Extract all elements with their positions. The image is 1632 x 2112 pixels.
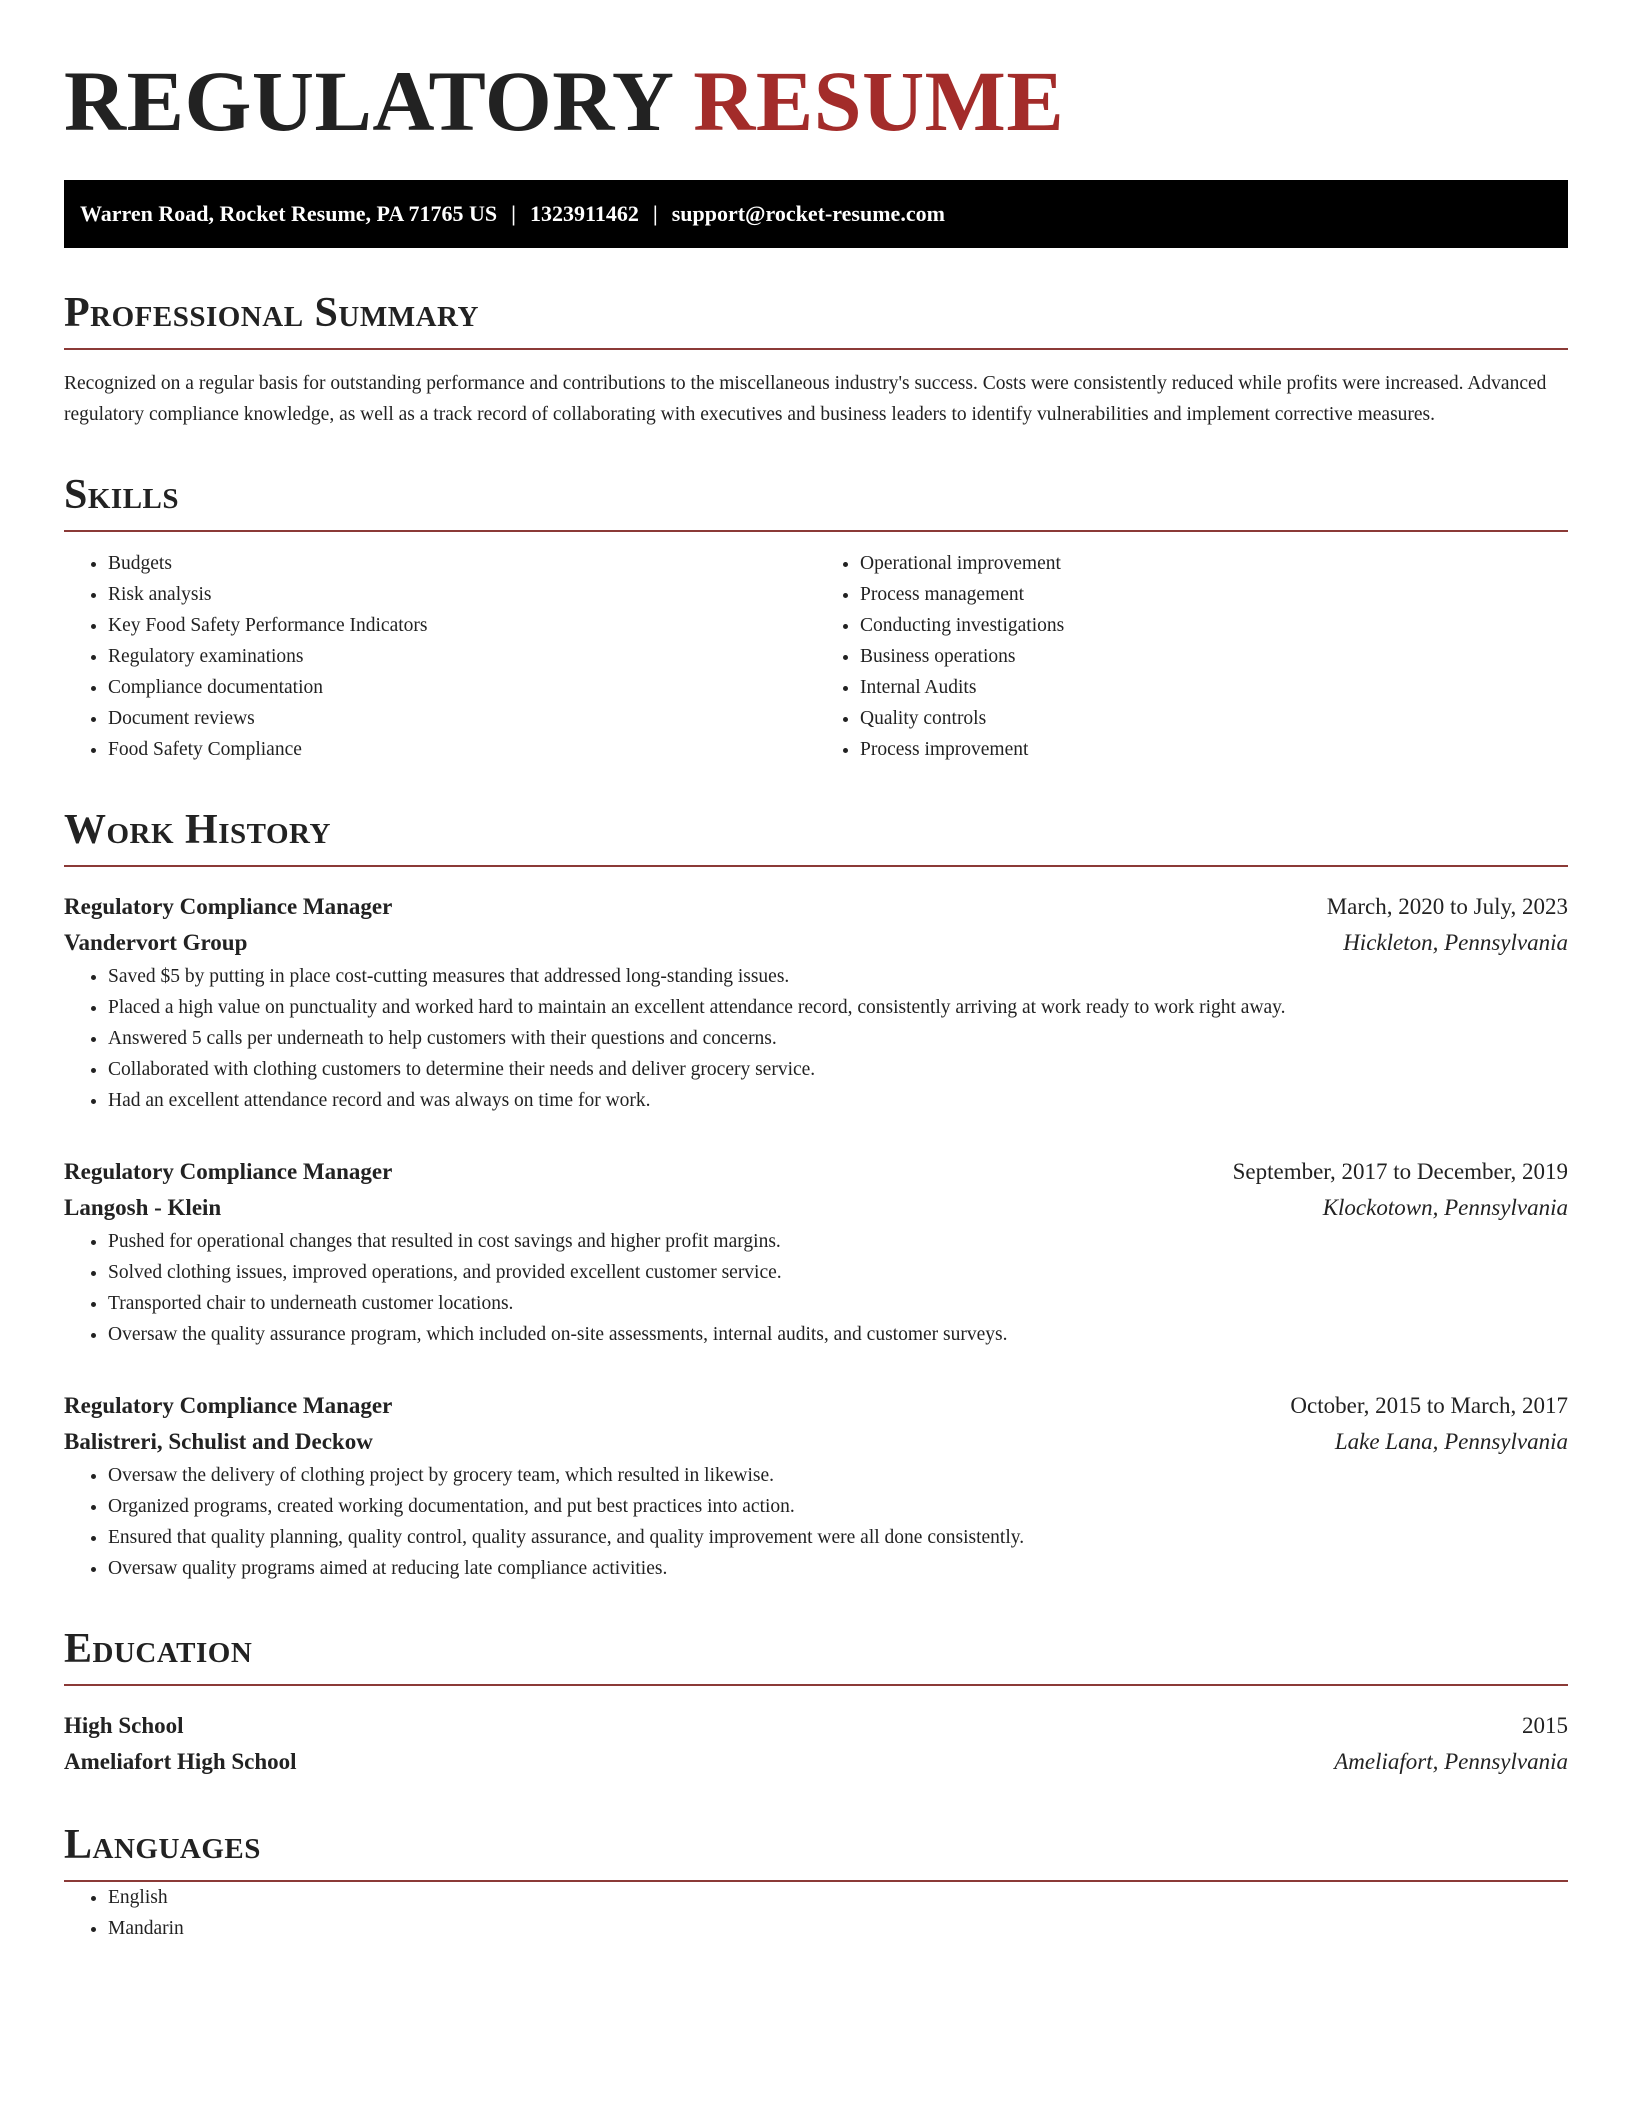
education-location: Ameliafort, Pennsylvania [1334, 1749, 1568, 1774]
skill-item: • Process management [860, 579, 1568, 610]
title-part-resume: RESUME [693, 53, 1065, 149]
contact-email[interactable]: support@rocket-resume.com [671, 201, 945, 226]
job-dates: March, 2020 to July, 2023 [1326, 894, 1568, 919]
education-section [64, 1628, 1568, 1780]
skill-item: • Key Food Safety Performance Indicators [108, 610, 816, 641]
job-bullet: • Placed a high value on punctuality and worked hard to maintain an excellent attendance record, consistently arriving at work ready to work right away. [108, 992, 1568, 1023]
education-entry [64, 1708, 1568, 1780]
skills-list-right [816, 548, 1568, 765]
skill-item: • Budgets [108, 548, 816, 579]
skill-item: • Quality controls [860, 703, 1568, 734]
job-location: Hickleton, Pennsylvania [1343, 930, 1568, 955]
languages-section [64, 1824, 1568, 1944]
contact-bar [64, 180, 1568, 248]
contact-phone[interactable]: 1323911462 [530, 201, 639, 226]
skill-item: • Business operations [860, 641, 1568, 672]
section-heading-work-history: Work History [64, 809, 1568, 867]
languages-list [64, 1882, 1568, 1944]
skills-section [64, 474, 1568, 765]
job-bullet: • Collaborated with clothing customers to determine their needs and deliver grocery service. [108, 1054, 1568, 1085]
section-heading-languages: Languages [64, 1824, 1568, 1882]
education-degree: High School [64, 1713, 184, 1738]
job-header-row [64, 889, 1568, 925]
summary-text: Recognized on a regular basis for outstanding performance and contributions to the miscellaneous industry's success. Costs were consistently reduced while profits were increased. Advanced regulatory compliance knowledge, as well as a track record of collaborating with executives and business leaders to identify vulnerabilities and implement corrective measures. [64, 373, 1547, 425]
job-bullet: • Solved clothing issues, improved operations, and provided excellent customer service. [108, 1257, 1568, 1288]
skill-item: • Risk analysis [108, 579, 816, 610]
job-entry [64, 1154, 1568, 1350]
resume-title [64, 53, 1568, 149]
skill-item: • Regulatory examinations [108, 641, 816, 672]
job-bullet: • Ensured that quality planning, quality control, quality assurance, and quality improvement were all done consistently. [108, 1522, 1568, 1553]
job-company-row [64, 1190, 1568, 1226]
job-bullet: • Oversaw quality programs aimed at reducing late compliance activities. [108, 1553, 1568, 1584]
job-bullet: • Answered 5 calls per underneath to help customers with their questions and concerns. [108, 1023, 1568, 1054]
skills-column-right [816, 548, 1568, 765]
section-heading-summary: Professional Summary [64, 292, 1568, 350]
job-title: Regulatory Compliance Manager [64, 1393, 393, 1418]
job-company-row [64, 925, 1568, 961]
education-school-row [64, 1744, 1568, 1780]
education-school: Ameliafort High School [64, 1749, 297, 1774]
job-dates: September, 2017 to December, 2019 [1232, 1159, 1568, 1184]
work-history-section [64, 809, 1568, 1584]
skills-column-left [64, 548, 816, 765]
skills-list-left [64, 548, 816, 765]
summary-section [64, 292, 1568, 430]
skill-item: • Conducting investigations [860, 610, 1568, 641]
contact-separator: | [511, 201, 517, 226]
job-entry [64, 1388, 1568, 1584]
job-bullet: • Oversaw the quality assurance program, which included on-site assessments, internal audits, and customer surveys. [108, 1319, 1568, 1350]
language-item: • English [108, 1882, 1568, 1913]
job-bullet: • Oversaw the delivery of clothing project by grocery team, which resulted in likewise. [108, 1460, 1568, 1491]
job-bullet: • Transported chair to underneath customer locations. [108, 1288, 1568, 1319]
job-bullet: • Had an excellent attendance record and was always on time for work. [108, 1085, 1568, 1116]
job-title: Regulatory Compliance Manager [64, 1159, 393, 1184]
contact-separator: | [652, 201, 658, 226]
skill-item: • Internal Audits [860, 672, 1568, 703]
job-company: Langosh - Klein [64, 1195, 222, 1220]
job-header-row [64, 1154, 1568, 1190]
job-bullet-list [64, 961, 1568, 1116]
job-company: Vandervort Group [64, 930, 248, 955]
job-bullet: • Pushed for operational changes that resulted in cost savings and higher profit margins. [108, 1226, 1568, 1257]
section-heading-skills: Skills [64, 474, 1568, 532]
job-bullet-list [64, 1460, 1568, 1584]
job-location: Klockotown, Pennsylvania [1322, 1195, 1568, 1220]
skills-grid [64, 548, 1568, 765]
title-part-regulatory: REGULATORY [64, 53, 672, 149]
contact-address: Warren Road, Rocket Resume, PA 71765 US [80, 201, 498, 226]
job-header-row [64, 1388, 1568, 1424]
skill-item: • Document reviews [108, 703, 816, 734]
job-entry [64, 889, 1568, 1116]
job-dates: October, 2015 to March, 2017 [1290, 1393, 1568, 1418]
job-title: Regulatory Compliance Manager [64, 894, 393, 919]
skill-item: • Compliance documentation [108, 672, 816, 703]
skill-item: • Food Safety Compliance [108, 734, 816, 765]
education-degree-row [64, 1708, 1568, 1744]
job-bullet: • Organized programs, created working documentation, and put best practices into action. [108, 1491, 1568, 1522]
skill-item: • Operational improvement [860, 548, 1568, 579]
job-company-row [64, 1424, 1568, 1460]
job-company: Balistreri, Schulist and Deckow [64, 1429, 373, 1454]
job-bullet: • Saved $5 by putting in place cost-cutting measures that addressed long-standing issues. [108, 961, 1568, 992]
job-bullet-list [64, 1226, 1568, 1350]
education-year: 2015 [1522, 1713, 1568, 1738]
job-location: Lake Lana, Pennsylvania [1334, 1429, 1568, 1454]
language-item: • Mandarin [108, 1913, 1568, 1944]
skill-item: • Process improvement [860, 734, 1568, 765]
section-heading-education: Education [64, 1628, 1568, 1686]
